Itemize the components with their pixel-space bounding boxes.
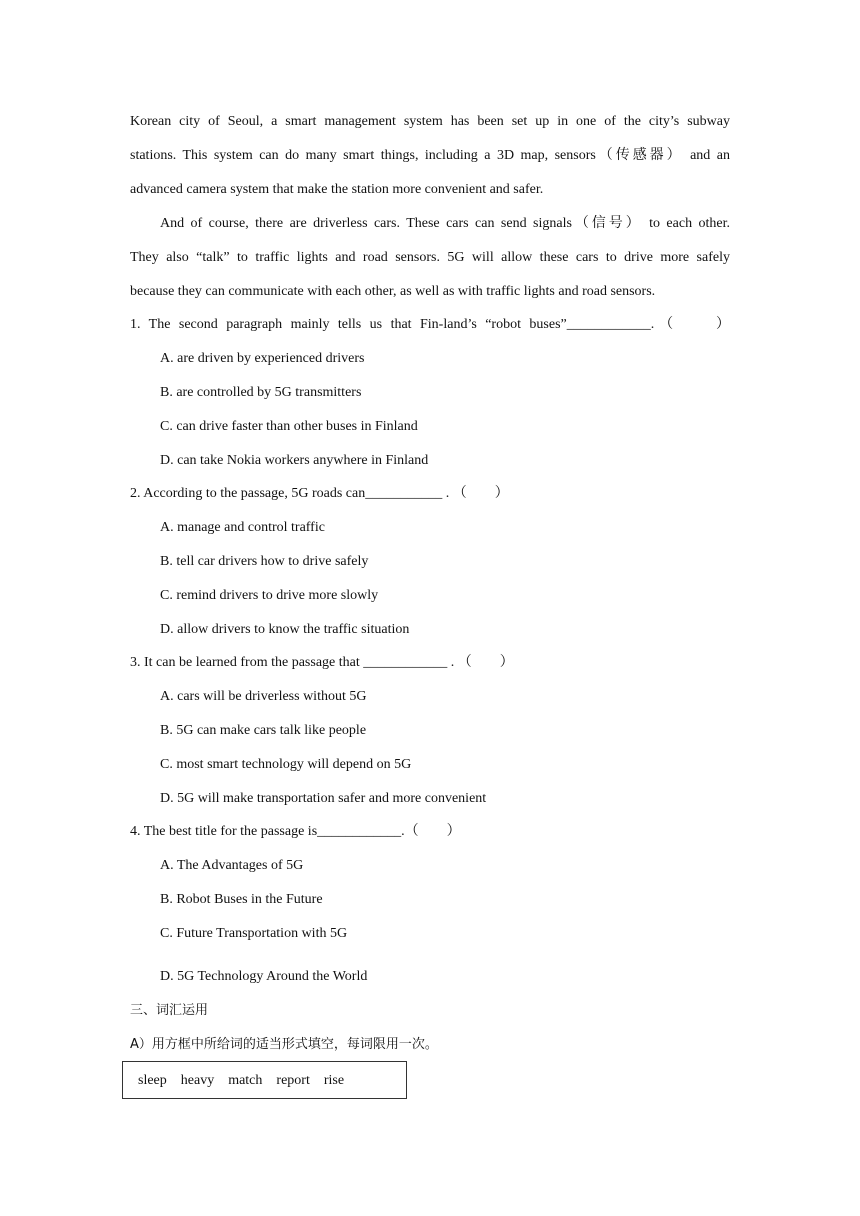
question-option: B. 5G can make cars talk like people [160,723,367,738]
section-heading: 三、词汇运用 [130,1003,209,1018]
question-option: D. allow drivers to know the traffic situation [160,622,410,637]
question-option: B. Robot Buses in the Future [160,892,323,907]
question-stem: 4. The best title for the passage is____________.（ ） [130,824,461,839]
question-stem: 3. It can be learned from the passage that ____________ . （ ） [130,655,514,670]
question-option: D. can take Nokia workers anywhere in Finland [160,453,429,468]
word-box-words: sleep heavy match report rise [138,1073,345,1088]
question-stem: 1. The second paragraph mainly tells us that Fin-land’s “robot buses”____________.（ ） [130,317,730,332]
passage-line: because they can communicate with each other, as well as with traffic lights and road sensors. [130,284,656,299]
word-box [122,1061,407,1099]
section-instruction: A）用方框中所给词的适当形式填空，每词限用一次。 [130,1037,438,1052]
question-option: B. tell car drivers how to drive safely [160,554,369,569]
question-option: C. can drive faster than other buses in Finland [160,419,418,434]
question-option: C. Future Transportation with 5G [160,926,348,941]
question-option: A. are driven by experienced drivers [160,351,365,366]
passage-line: They also “talk” to traffic lights and road sensors. 5G will allow these cars to drive more safely [130,250,730,265]
question-option: B. are controlled by 5G transmitters [160,385,362,400]
question-option: C. most smart technology will depend on 5G [160,757,412,772]
question-option: D. 5G Technology Around the World [160,969,368,984]
passage-line: advanced camera system that make the station more convenient and safer. [130,182,544,197]
passage-line: stations. This system can do many smart things, including a 3D map, sensors（传感器） and an [130,148,730,163]
question-option: A. cars will be driverless without 5G [160,689,367,704]
passage-line: Korean city of Seoul, a smart management system has been set up in one of the city’s subway [130,114,730,129]
question-option: A. The Advantages of 5G [160,858,304,873]
question-option: A. manage and control traffic [160,520,325,535]
question-stem: 2. According to the passage, 5G roads can___________ . （ ） [130,486,509,501]
passage-line: And of course, there are driverless cars. These cars can send signals（信号） to each other. [160,216,730,231]
question-option: D. 5G will make transportation safer and more convenient [160,791,487,806]
question-option: C. remind drivers to drive more slowly [160,588,379,603]
